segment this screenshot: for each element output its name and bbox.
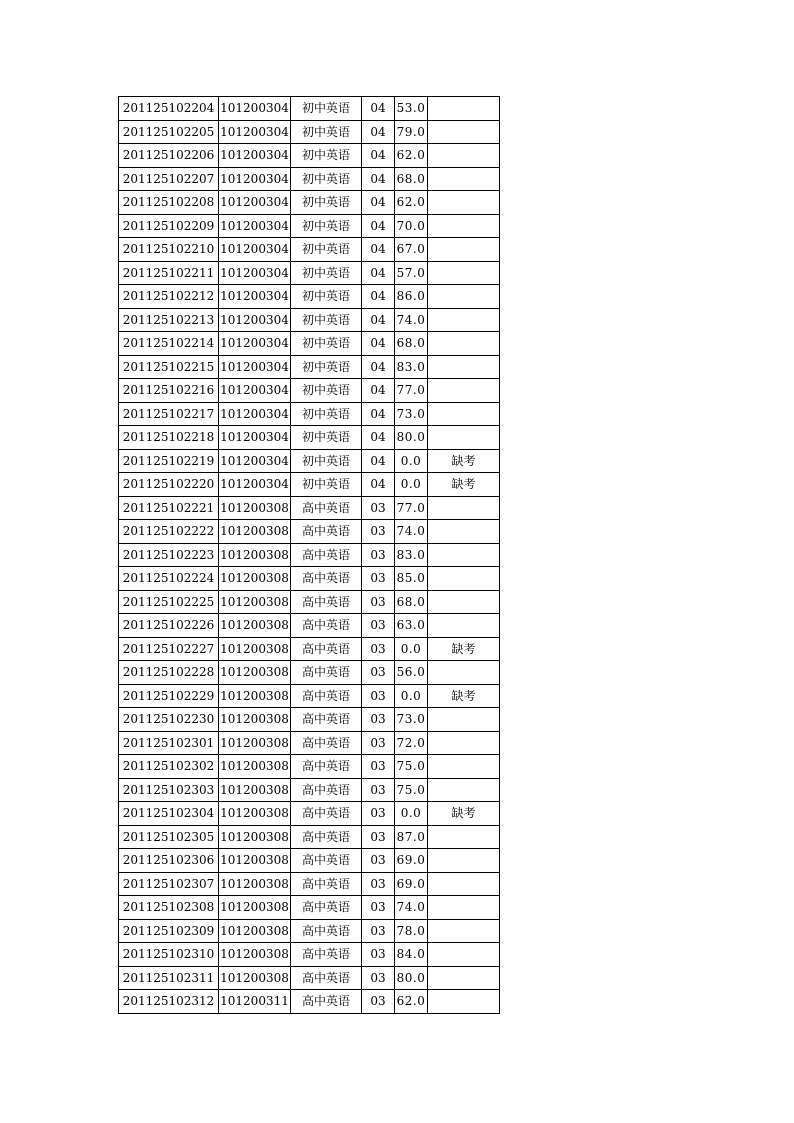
score-cell: 86.0 — [395, 285, 428, 309]
subject-cell: 高中英语 — [291, 778, 362, 802]
candidate-id-cell: 201125102307 — [119, 872, 219, 896]
note-cell — [428, 708, 500, 732]
table-row — [119, 308, 500, 332]
subject-cell: 初中英语 — [291, 379, 362, 403]
note-cell — [428, 426, 500, 450]
course-code-cell: 101200304 — [219, 144, 291, 168]
subject-cell: 高中英语 — [291, 990, 362, 1014]
note-cell — [428, 97, 500, 121]
candidate-id-cell: 201125102219 — [119, 449, 219, 473]
course-code-cell: 101200304 — [219, 426, 291, 450]
group-cell: 04 — [362, 379, 395, 403]
subject-cell: 初中英语 — [291, 120, 362, 144]
course-code-cell: 101200304 — [219, 355, 291, 379]
subject-cell: 初中英语 — [291, 144, 362, 168]
score-cell: 73.0 — [395, 402, 428, 426]
table-row — [119, 120, 500, 144]
table-row — [119, 144, 500, 168]
group-cell: 04 — [362, 214, 395, 238]
group-cell: 03 — [362, 990, 395, 1014]
course-code-cell: 101200304 — [219, 308, 291, 332]
group-cell: 04 — [362, 261, 395, 285]
subject-cell: 高中英语 — [291, 661, 362, 685]
group-cell: 04 — [362, 167, 395, 191]
note-cell — [428, 167, 500, 191]
course-code-cell: 101200308 — [219, 802, 291, 826]
subject-cell: 高中英语 — [291, 543, 362, 567]
subject-cell: 初中英语 — [291, 214, 362, 238]
course-code-cell: 101200308 — [219, 919, 291, 943]
table-row — [119, 825, 500, 849]
candidate-id-cell: 201125102228 — [119, 661, 219, 685]
course-code-cell: 101200308 — [219, 590, 291, 614]
note-cell — [428, 402, 500, 426]
group-cell: 03 — [362, 802, 395, 826]
score-cell: 57.0 — [395, 261, 428, 285]
note-cell — [428, 191, 500, 215]
score-cell: 56.0 — [395, 661, 428, 685]
candidate-id-cell: 201125102305 — [119, 825, 219, 849]
note-cell — [428, 543, 500, 567]
note-cell: 缺考 — [428, 684, 500, 708]
note-cell — [428, 567, 500, 591]
candidate-id-cell: 201125102213 — [119, 308, 219, 332]
score-cell: 74.0 — [395, 308, 428, 332]
course-code-cell: 101200308 — [219, 520, 291, 544]
table-row — [119, 637, 500, 661]
note-cell — [428, 614, 500, 638]
candidate-id-cell: 201125102304 — [119, 802, 219, 826]
course-code-cell: 101200308 — [219, 966, 291, 990]
candidate-id-cell: 201125102211 — [119, 261, 219, 285]
group-cell: 03 — [362, 755, 395, 779]
candidate-id-cell: 201125102209 — [119, 214, 219, 238]
candidate-id-cell: 201125102215 — [119, 355, 219, 379]
table-row — [119, 661, 500, 685]
subject-cell: 初中英语 — [291, 355, 362, 379]
table-row — [119, 379, 500, 403]
note-cell — [428, 285, 500, 309]
course-code-cell: 101200308 — [219, 896, 291, 920]
candidate-id-cell: 201125102222 — [119, 520, 219, 544]
score-cell: 75.0 — [395, 755, 428, 779]
group-cell: 03 — [362, 943, 395, 967]
table-row — [119, 684, 500, 708]
note-cell — [428, 520, 500, 544]
candidate-id-cell: 201125102207 — [119, 167, 219, 191]
candidate-id-cell: 201125102212 — [119, 285, 219, 309]
candidate-id-cell: 201125102221 — [119, 496, 219, 520]
table-row — [119, 520, 500, 544]
candidate-id-cell: 201125102208 — [119, 191, 219, 215]
group-cell: 04 — [362, 426, 395, 450]
group-cell: 03 — [362, 684, 395, 708]
note-cell — [428, 379, 500, 403]
table-row — [119, 966, 500, 990]
candidate-id-cell: 201125102214 — [119, 332, 219, 356]
course-code-cell: 101200304 — [219, 473, 291, 497]
note-cell — [428, 332, 500, 356]
score-cell: 79.0 — [395, 120, 428, 144]
note-cell — [428, 261, 500, 285]
course-code-cell: 101200304 — [219, 120, 291, 144]
candidate-id-cell: 201125102210 — [119, 238, 219, 262]
course-code-cell: 101200308 — [219, 755, 291, 779]
score-cell: 80.0 — [395, 426, 428, 450]
course-code-cell: 101200308 — [219, 943, 291, 967]
note-cell — [428, 990, 500, 1014]
note-cell — [428, 872, 500, 896]
candidate-id-cell: 201125102216 — [119, 379, 219, 403]
subject-cell: 高中英语 — [291, 567, 362, 591]
subject-cell: 初中英语 — [291, 402, 362, 426]
candidate-id-cell: 201125102302 — [119, 755, 219, 779]
score-cell: 85.0 — [395, 567, 428, 591]
group-cell: 03 — [362, 543, 395, 567]
candidate-id-cell: 201125102220 — [119, 473, 219, 497]
candidate-id-cell: 201125102229 — [119, 684, 219, 708]
table-row — [119, 214, 500, 238]
candidate-id-cell: 201125102226 — [119, 614, 219, 638]
note-cell — [428, 120, 500, 144]
note-cell — [428, 214, 500, 238]
group-cell: 04 — [362, 191, 395, 215]
note-cell — [428, 966, 500, 990]
candidate-id-cell: 201125102301 — [119, 731, 219, 755]
score-cell: 0.0 — [395, 802, 428, 826]
note-cell — [428, 943, 500, 967]
note-cell: 缺考 — [428, 802, 500, 826]
score-cell: 53.0 — [395, 97, 428, 121]
subject-cell: 初中英语 — [291, 167, 362, 191]
table-row — [119, 614, 500, 638]
table-row — [119, 849, 500, 873]
score-cell: 68.0 — [395, 590, 428, 614]
note-cell — [428, 778, 500, 802]
candidate-id-cell: 201125102303 — [119, 778, 219, 802]
table-row — [119, 496, 500, 520]
group-cell: 03 — [362, 849, 395, 873]
course-code-cell: 101200304 — [219, 97, 291, 121]
group-cell: 04 — [362, 473, 395, 497]
course-code-cell: 101200311 — [219, 990, 291, 1014]
course-code-cell: 101200304 — [219, 379, 291, 403]
table-row — [119, 943, 500, 967]
subject-cell: 初中英语 — [291, 97, 362, 121]
group-cell: 03 — [362, 520, 395, 544]
score-cell: 83.0 — [395, 543, 428, 567]
score-table — [118, 96, 500, 1014]
subject-cell: 初中英语 — [291, 449, 362, 473]
table-row — [119, 543, 500, 567]
table-row — [119, 872, 500, 896]
course-code-cell: 101200308 — [219, 684, 291, 708]
table-row — [119, 802, 500, 826]
subject-cell: 高中英语 — [291, 590, 362, 614]
table-row — [119, 919, 500, 943]
candidate-id-cell: 201125102204 — [119, 97, 219, 121]
table-row — [119, 355, 500, 379]
subject-cell: 初中英语 — [291, 308, 362, 332]
candidate-id-cell: 201125102205 — [119, 120, 219, 144]
note-cell — [428, 731, 500, 755]
score-cell: 70.0 — [395, 214, 428, 238]
table-row — [119, 755, 500, 779]
subject-cell: 高中英语 — [291, 731, 362, 755]
score-cell: 75.0 — [395, 778, 428, 802]
score-cell: 0.0 — [395, 473, 428, 497]
candidate-id-cell: 201125102311 — [119, 966, 219, 990]
score-cell: 73.0 — [395, 708, 428, 732]
course-code-cell: 101200304 — [219, 261, 291, 285]
note-cell — [428, 355, 500, 379]
group-cell: 03 — [362, 778, 395, 802]
score-cell: 80.0 — [395, 966, 428, 990]
subject-cell: 初中英语 — [291, 285, 362, 309]
group-cell: 03 — [362, 496, 395, 520]
subject-cell: 高中英语 — [291, 637, 362, 661]
note-cell — [428, 496, 500, 520]
subject-cell: 高中英语 — [291, 520, 362, 544]
group-cell: 04 — [362, 355, 395, 379]
course-code-cell: 101200304 — [219, 402, 291, 426]
group-cell: 03 — [362, 872, 395, 896]
course-code-cell: 101200304 — [219, 449, 291, 473]
score-cell: 72.0 — [395, 731, 428, 755]
subject-cell: 高中英语 — [291, 614, 362, 638]
score-cell: 74.0 — [395, 896, 428, 920]
score-cell: 68.0 — [395, 332, 428, 356]
group-cell: 04 — [362, 402, 395, 426]
score-cell: 77.0 — [395, 496, 428, 520]
course-code-cell: 101200308 — [219, 731, 291, 755]
score-cell: 62.0 — [395, 144, 428, 168]
course-code-cell: 101200304 — [219, 238, 291, 262]
note-cell: 缺考 — [428, 473, 500, 497]
score-cell: 78.0 — [395, 919, 428, 943]
candidate-id-cell: 201125102224 — [119, 567, 219, 591]
candidate-id-cell: 201125102206 — [119, 144, 219, 168]
subject-cell: 高中英语 — [291, 684, 362, 708]
score-cell: 84.0 — [395, 943, 428, 967]
table-row — [119, 332, 500, 356]
subject-cell: 初中英语 — [291, 191, 362, 215]
table-row — [119, 990, 500, 1014]
note-cell — [428, 825, 500, 849]
table-row — [119, 449, 500, 473]
candidate-id-cell: 201125102230 — [119, 708, 219, 732]
candidate-id-cell: 201125102218 — [119, 426, 219, 450]
group-cell: 04 — [362, 285, 395, 309]
table-row — [119, 426, 500, 450]
group-cell: 03 — [362, 567, 395, 591]
score-cell: 69.0 — [395, 872, 428, 896]
subject-cell: 高中英语 — [291, 849, 362, 873]
table-row — [119, 778, 500, 802]
course-code-cell: 101200304 — [219, 285, 291, 309]
subject-cell: 初中英语 — [291, 238, 362, 262]
subject-cell: 高中英语 — [291, 919, 362, 943]
table-row — [119, 896, 500, 920]
note-cell — [428, 849, 500, 873]
score-cell: 62.0 — [395, 191, 428, 215]
subject-cell: 高中英语 — [291, 802, 362, 826]
group-cell: 04 — [362, 332, 395, 356]
subject-cell: 高中英语 — [291, 708, 362, 732]
note-cell — [428, 896, 500, 920]
score-cell: 0.0 — [395, 449, 428, 473]
note-cell — [428, 238, 500, 262]
group-cell: 03 — [362, 637, 395, 661]
group-cell: 04 — [362, 144, 395, 168]
score-cell: 69.0 — [395, 849, 428, 873]
course-code-cell: 101200308 — [219, 637, 291, 661]
score-cell: 0.0 — [395, 684, 428, 708]
score-table-body — [119, 97, 500, 1014]
course-code-cell: 101200308 — [219, 825, 291, 849]
candidate-id-cell: 201125102310 — [119, 943, 219, 967]
subject-cell: 高中英语 — [291, 825, 362, 849]
group-cell: 04 — [362, 308, 395, 332]
note-cell — [428, 144, 500, 168]
course-code-cell: 101200308 — [219, 661, 291, 685]
table-row — [119, 238, 500, 262]
group-cell: 04 — [362, 238, 395, 262]
group-cell: 03 — [362, 825, 395, 849]
score-cell: 74.0 — [395, 520, 428, 544]
candidate-id-cell: 201125102306 — [119, 849, 219, 873]
candidate-id-cell: 201125102223 — [119, 543, 219, 567]
candidate-id-cell: 201125102227 — [119, 637, 219, 661]
score-cell: 77.0 — [395, 379, 428, 403]
subject-cell: 高中英语 — [291, 872, 362, 896]
note-cell — [428, 919, 500, 943]
group-cell: 03 — [362, 896, 395, 920]
score-cell: 62.0 — [395, 990, 428, 1014]
subject-cell: 高中英语 — [291, 896, 362, 920]
table-row — [119, 261, 500, 285]
subject-cell: 初中英语 — [291, 426, 362, 450]
score-cell: 83.0 — [395, 355, 428, 379]
note-cell: 缺考 — [428, 637, 500, 661]
group-cell: 04 — [362, 97, 395, 121]
subject-cell: 初中英语 — [291, 332, 362, 356]
group-cell: 03 — [362, 614, 395, 638]
note-cell: 缺考 — [428, 449, 500, 473]
table-row — [119, 191, 500, 215]
subject-cell: 初中英语 — [291, 261, 362, 285]
group-cell: 04 — [362, 449, 395, 473]
table-row — [119, 731, 500, 755]
subject-cell: 高中英语 — [291, 966, 362, 990]
group-cell: 03 — [362, 731, 395, 755]
course-code-cell: 101200304 — [219, 191, 291, 215]
course-code-cell: 101200308 — [219, 872, 291, 896]
note-cell — [428, 755, 500, 779]
course-code-cell: 101200308 — [219, 614, 291, 638]
group-cell: 03 — [362, 590, 395, 614]
candidate-id-cell: 201125102308 — [119, 896, 219, 920]
table-row — [119, 97, 500, 121]
table-row — [119, 567, 500, 591]
subject-cell: 高中英语 — [291, 755, 362, 779]
table-row — [119, 590, 500, 614]
score-cell: 87.0 — [395, 825, 428, 849]
course-code-cell: 101200308 — [219, 543, 291, 567]
course-code-cell: 101200304 — [219, 332, 291, 356]
subject-cell: 初中英语 — [291, 473, 362, 497]
course-code-cell: 101200308 — [219, 778, 291, 802]
candidate-id-cell: 201125102225 — [119, 590, 219, 614]
group-cell: 03 — [362, 708, 395, 732]
note-cell — [428, 308, 500, 332]
course-code-cell: 101200304 — [219, 167, 291, 191]
subject-cell: 高中英语 — [291, 943, 362, 967]
group-cell: 03 — [362, 966, 395, 990]
note-cell — [428, 590, 500, 614]
course-code-cell: 101200308 — [219, 708, 291, 732]
table-row — [119, 402, 500, 426]
table-row — [119, 473, 500, 497]
group-cell: 04 — [362, 120, 395, 144]
group-cell: 03 — [362, 661, 395, 685]
score-cell: 67.0 — [395, 238, 428, 262]
course-code-cell: 101200308 — [219, 849, 291, 873]
note-cell — [428, 661, 500, 685]
score-cell: 68.0 — [395, 167, 428, 191]
table-row — [119, 285, 500, 309]
course-code-cell: 101200308 — [219, 496, 291, 520]
table-row — [119, 167, 500, 191]
candidate-id-cell: 201125102312 — [119, 990, 219, 1014]
subject-cell: 高中英语 — [291, 496, 362, 520]
course-code-cell: 101200304 — [219, 214, 291, 238]
score-cell: 63.0 — [395, 614, 428, 638]
candidate-id-cell: 201125102309 — [119, 919, 219, 943]
candidate-id-cell: 201125102217 — [119, 402, 219, 426]
course-code-cell: 101200308 — [219, 567, 291, 591]
score-cell: 0.0 — [395, 637, 428, 661]
group-cell: 03 — [362, 919, 395, 943]
table-row — [119, 708, 500, 732]
